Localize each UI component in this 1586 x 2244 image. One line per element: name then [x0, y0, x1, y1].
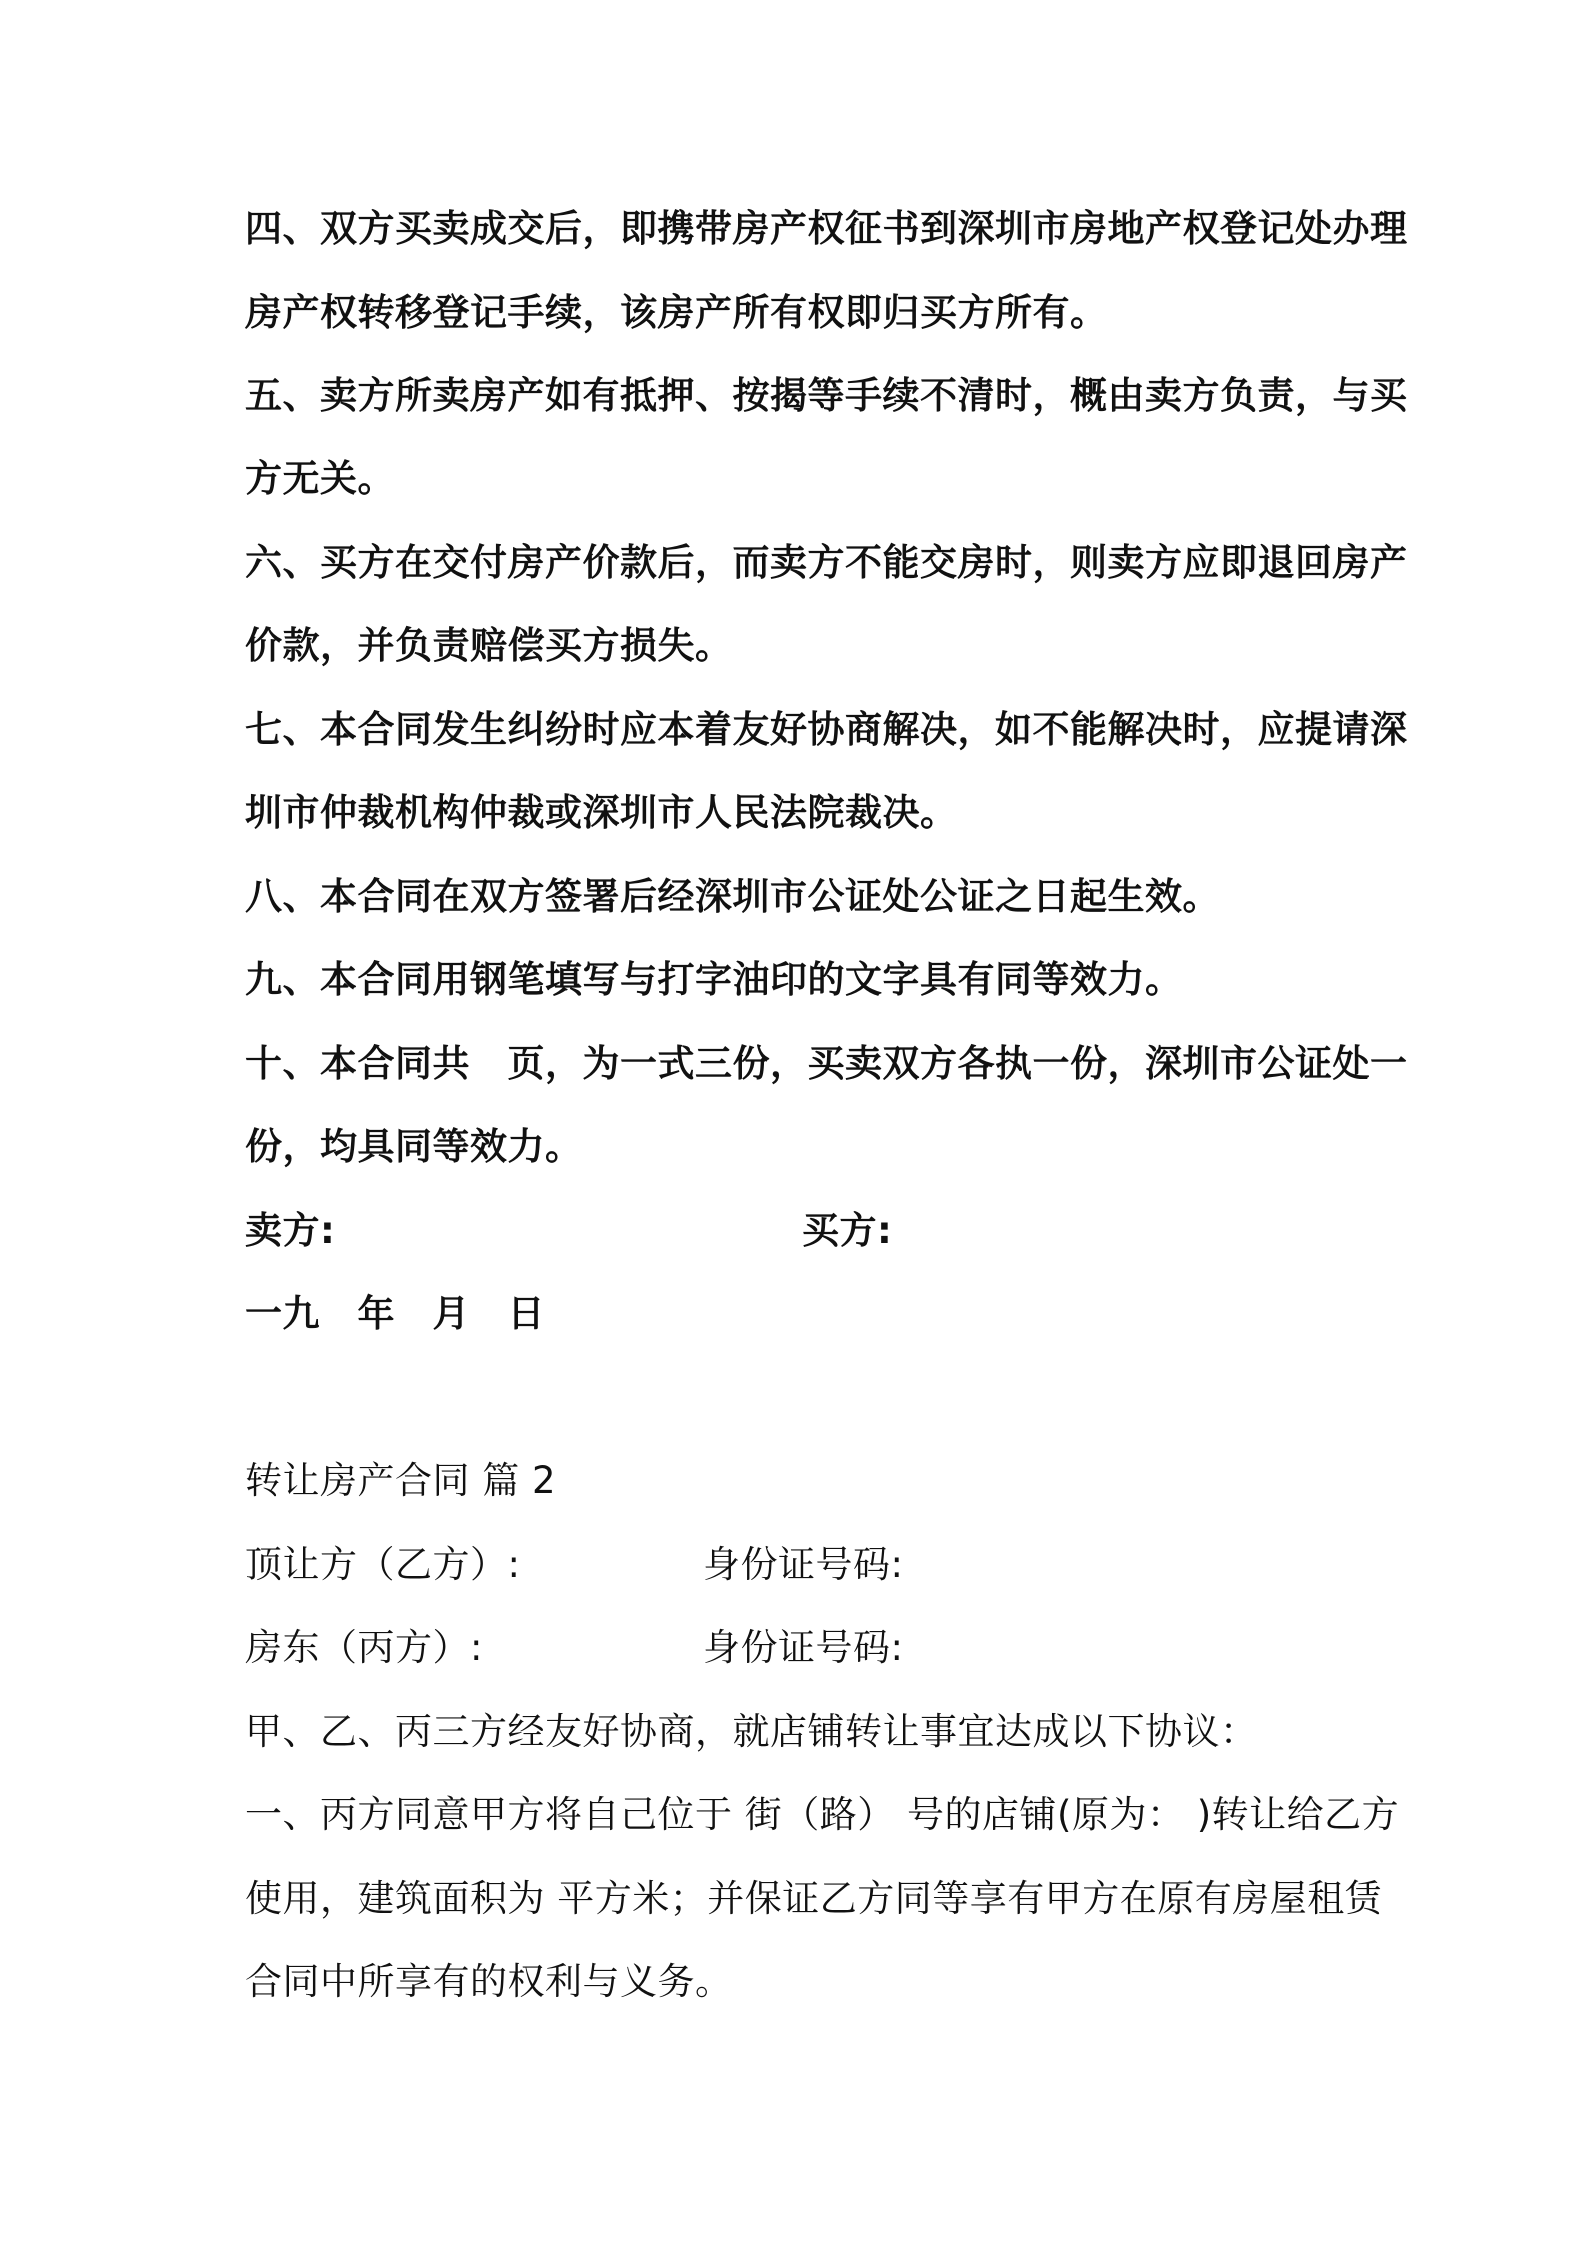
- section-2-clause-1-line-2: 使用，建筑面积为 平方米；并保证乙方同等享有甲方在原有房屋租赁: [245, 1877, 1383, 1920]
- buyer-label: 买方:: [802, 1209, 893, 1252]
- agreement-intro: 甲、乙、丙三方经友好协商，就店铺转让事宜达成以下协议：: [245, 1710, 1258, 1753]
- landlord-label: 房东（丙方）:: [245, 1626, 483, 1669]
- clause-8: 八、本合同在双方签署后经深圳市公证处公证之日起生效。: [245, 875, 1220, 918]
- seller-label: 卖方:: [245, 1209, 336, 1252]
- clause-4-line-2: 房产权转移登记手续，该房产所有权即归买方所有。: [245, 291, 1108, 334]
- landlord-id-label: 身份证号码:: [703, 1626, 904, 1669]
- party-b-row: [245, 1540, 1365, 1590]
- clause-7-line-1: 七、本合同发生纠纷时应本着友好协商解决，如不能解决时，应提请深: [245, 708, 1408, 751]
- date-line: 一九 年 月 日: [245, 1292, 545, 1335]
- section-2-clause-1-line-3: 合同中所享有的权利与义务。: [245, 1960, 733, 2003]
- party-b-id-label: 身份证号码:: [703, 1543, 904, 1586]
- clause-9: 九、本合同用钢笔填写与打字油印的文字具有同等效力。: [245, 958, 1183, 1001]
- party-b-label: 顶让方（乙方）:: [245, 1543, 521, 1586]
- clause-4-line-1: 四、双方买卖成交后，即携带房产权征书到深圳市房地产权登记处办理: [245, 207, 1408, 250]
- clause-5-line-2: 方无关。: [245, 457, 395, 500]
- clause-6-line-1: 六、买方在交付房产价款后，而卖方不能交房时，则卖方应即退回房产: [245, 541, 1408, 584]
- clause-7-line-2: 圳市仲裁机构仲裁或深圳市人民法院裁决。: [245, 791, 958, 834]
- clause-10-line-1: 十、本合同共 页，为一式三份，买卖双方各执一份，深圳市公证处一: [245, 1042, 1408, 1085]
- clause-5-line-1: 五、卖方所卖房产如有抵押、按揭等手续不清时，概由卖方负责，与买: [245, 374, 1408, 417]
- section-2-clause-1-line-1: 一、丙方同意甲方将自己位于 街（路） 号的店铺(原为： )转让给乙方: [245, 1793, 1400, 1836]
- clause-6-line-2: 价款，并负责赔偿买方损失。: [245, 624, 733, 667]
- clause-10-line-2: 份，均具同等效力。: [245, 1125, 583, 1168]
- landlord-row: [245, 1623, 1365, 1673]
- section-2-title: 转让房产合同 篇 2: [245, 1459, 557, 1502]
- signature-row: [245, 1206, 1365, 1256]
